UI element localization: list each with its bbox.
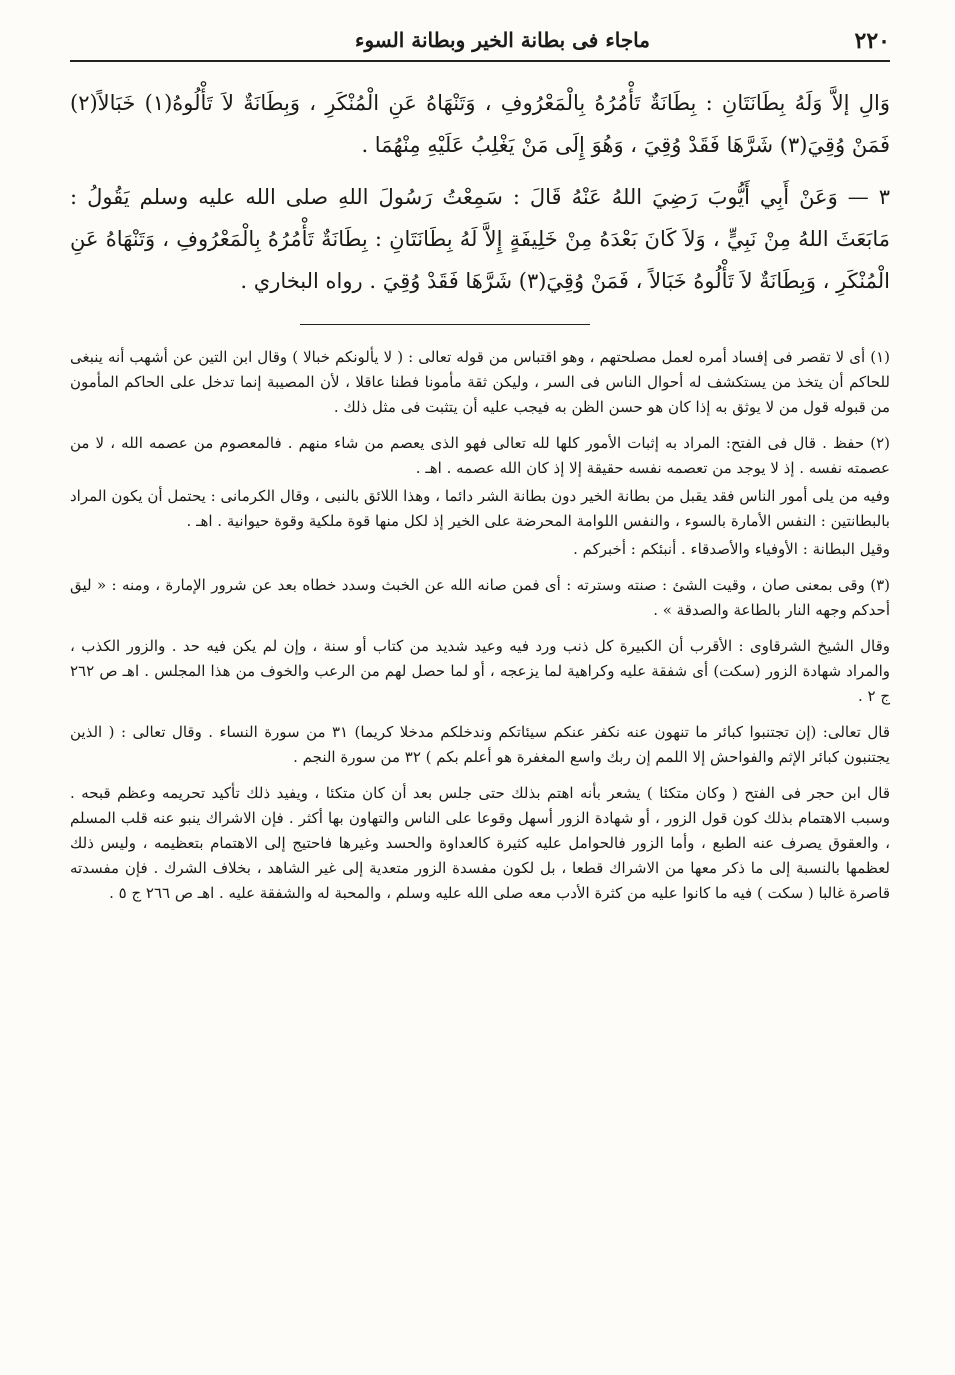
- footnote-separator: [300, 324, 590, 325]
- page-number: ٢٢٠: [854, 28, 890, 54]
- footnote: وقال الشيخ الشرقاوى : الأقرب أن الكبيرة كل ذنب ورد فيه وعيد شديد من كتاب أو سنة ، وإن لم يكن فيه حد . والزور الكذب ، والمراد شهادة الزور (سكت) أى شفقة عليه وكراهية لما يزعجه ، أو لما حصل لهم من الرعب والخوف من هذا المجلس . اهـ ص ٢٦٢ ج ٢ .: [70, 637, 890, 705]
- main-text: [70, 82, 890, 302]
- footnote: (٣) وقى بمعنى صان ، وقيت الشئ : صنته وسترته : أى فمن صانه الله عن الخبث وسدد خطاه بعد عن شرور الإمارة ، ومنه : « ليق أحدكم وجهه النار بالطاعة والصدقة » .: [70, 576, 890, 619]
- running-title: ماجاء فى بطانة الخير وبطانة السوء: [355, 28, 650, 52]
- hadith-paragraph: ٣ — وَعَنْ أَبِي أَيُّوبَ رَضِيَ اللهُ عَنْهُ قَالَ : سَمِعْتُ رَسُولَ اللهِ صلى الله عليه وسلم يَقُولُ : مَابَعَثَ اللهُ مِنْ نَبِيٍّ ، وَلاَ كَانَ بَعْدَهُ مِنْ خَلِيفَةٍ إِلاَّ لَهُ بِطَانَتَانِ : بِطَانَةٌ تَأْمُرُهُ بِالْمَعْرُوفِ ، وَتَنْهَاهُ عَنِ الْمُنْكَرِ ، وَبِطَانَةٌ لاَ تَأْلُوهُ خَبَالاً ، فَمَنْ وُقِيَ(٣) شَرَّهَا فَقَدْ وُقِيَ . رواه البخاري .: [70, 185, 890, 293]
- footnote: وفيه من يلى أمور الناس فقد يقبل من بطانة الخير دون بطانة الشر دائما ، وهذا اللائق بالنبى ، وقال الكرمانى : يحتمل أن يكون المراد بالبطانتين : النفس الأمارة بالسوء ، والنفس اللوامة المحرضة على الخير إذ لكل منها قوة ملكية وقوة حيوانية . اهـ .: [70, 487, 890, 530]
- footnote: قال ابن حجر فى الفتح ( وكان متكئا ) يشعر بأنه اهتم بذلك حتى جلس بعد أن كان متكئا ، ويفيد ذلك تأكيد تحريمه وعظم قبحه . وسبب الاهتمام بذلك كون قول الزور ، أو شهادة الزور أسهل وقوعا على الناس والتهاون بها أكثر . فإن الاشراك ينبو عنه قلب المسلم ، والعقوق يصرف عنه الطبع ، وأما الزور فالحوامل عليه كثيرة كالعداوة والحسد وغيرها فاحتيج إلى الاهتمام بتعظيمه ، وليس ذلك لعظمها بالنسبة إلى ما ذكر معها من الاشراك قطعا ، بل لكون مفسدة الزور متعدية إلى غير الشاهد ، بخلاف الشرك . فإن مفسدته قاصرة غالبا ( سكت ) فيه ما كانوا عليه من كثرة الأدب معه صلى الله عليه وسلم ، والمحبة له والشفقة عليه . اهـ ص ٢٦٦ ج ٥ .: [70, 784, 890, 902]
- footnote: وقيل البطانة : الأوفياء والأصدقاء . أنبئكم : أخبركم .: [573, 540, 890, 558]
- footnote: (١) أى لا تقصر فى إفساد أمره لعمل مصلحتهم ، وهو اقتباس من قوله تعالى : ( لا يألونكم خبالا ) وقال ابن التين عن أشهب أنه ينبغى للحاكم أن يتخذ من يستكشف له أحوال الناس فى السر ، وليكن ثقة مأمونا فطنا عاقلا ، لأن المصيبة إنما تدخل على الحاكم المأمون من قبوله قول من لا يوثق به إذا كان هو حسن الظن به فيجب عليه أن يتثبت فى مثل ذلك .: [70, 348, 890, 416]
- footnotes: [70, 345, 890, 906]
- main-paragraph: وَالِ إلاَّ وَلَهُ بِطَانَتَانِ : بِطَانَةٌ تَأْمُرُهُ بِالْمَعْرُوفِ ، وَتَنْهَاهُ عَنِ الْمُنْكَرِ ، وَبِطَانَةٌ لاَ تَأْلُوهُ(١) خَبَالاً(٢) فَمَنْ وُقِيَ(٣) شَرَّهَا فَقَدْ وُقِيَ ، وَهُوَ إِلَى مَنْ يَغْلِبُ عَلَيْهِ مِنْهُمَا .: [70, 91, 890, 157]
- page-header: [70, 20, 890, 62]
- footnote: قال تعالى: (إن تجتنبوا كبائر ما تنهون عنه نكفر عنكم سيئاتكم وندخلكم مدخلا كريما) ٣١ من سورة النساء . وقال تعالى : ( الذين يجتنبون كبائر الإثم والفواحش إلا اللمم إن ربك واسع المغفرة هو أعلم بكم ) ٣٢ من سورة النجم .: [70, 723, 890, 766]
- book-page: [70, 20, 890, 917]
- footnote: (٢) حفظ . قال فى الفتح: المراد به إثبات الأمور كلها لله تعالى فهو الذى يعصم من شاء منهم . فالمعصوم من عصمه الله ، لا من عصمته نفسه . إذ لا يوجد من تعصمه نفسه حقيقة إلا إذ كان الله عصمه . اهـ .: [70, 434, 890, 477]
